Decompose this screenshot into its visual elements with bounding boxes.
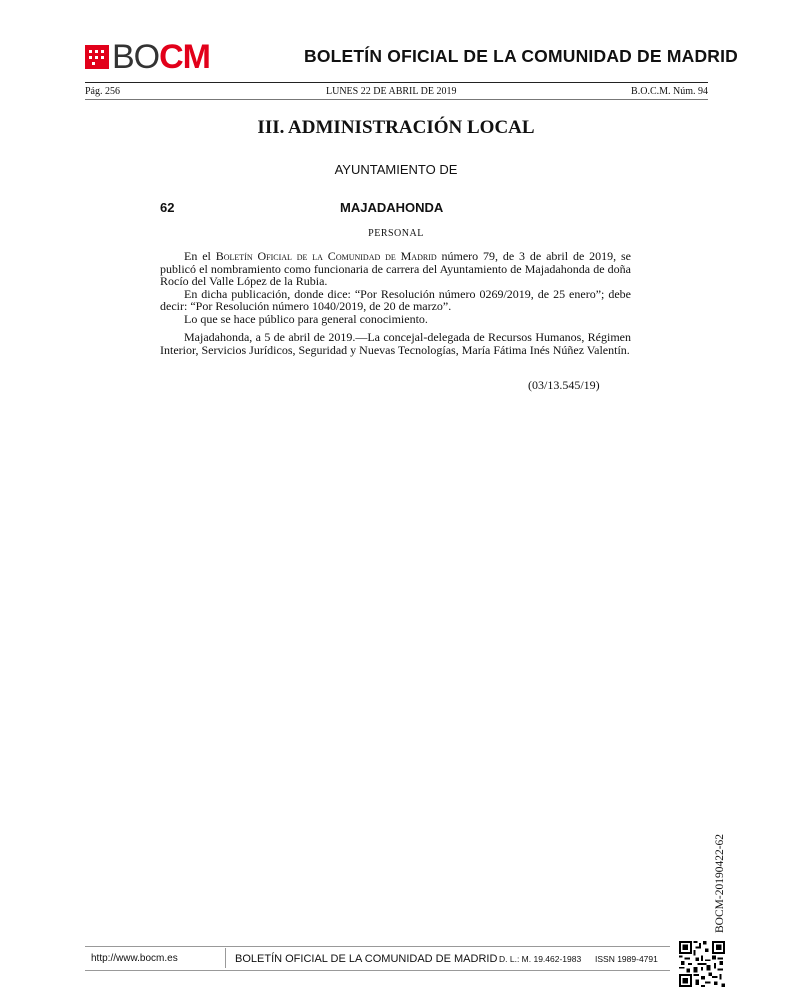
footer-separator <box>225 948 226 968</box>
issn: ISSN 1989-4791 <box>595 954 658 964</box>
running-header-divider <box>85 99 708 100</box>
section-title: III. ADMINISTRACIÓN LOCAL <box>257 117 535 138</box>
document-code: BOCM-20190422-62 <box>714 833 726 933</box>
signature-paragraph: Majadahonda, a 5 de abril de 2019.—La concejal-delegada de Recursos Humanos, Régimen Interior, Servicios Jurídicos, Seguridad y Nuevas Tecnologías, María Fátima Inés Núñez Valentín. <box>160 330 631 357</box>
announcement-body <box>160 250 631 356</box>
paragraph: En el Boletín Oficial de la Comunidad de Madrid número 79, de 3 de abril de 2019, se publicó el nombramiento como funcionaria de carrera del Ayuntamiento de Majadahonda de doña Rocío del Valle López de la Rubia. <box>160 249 631 288</box>
footer-publication-name: BOLETÍN OFICIAL DE LA COMUNIDAD DE MADRID <box>235 953 498 965</box>
issue-number: B.O.C.M. Núm. 94 <box>631 86 708 97</box>
bocm-logo <box>85 38 211 76</box>
legal-deposit: D. L.: M. 19.462-1983 <box>499 954 582 964</box>
page-number: Pág. 256 <box>85 86 120 97</box>
municipality-name: MAJADAHONDA <box>340 200 444 215</box>
footer <box>85 946 670 971</box>
qr-code-icon <box>679 941 725 987</box>
issue-date: LUNES 22 DE ABRIL DE 2019 <box>326 86 457 97</box>
paragraph: Lo que se hace público para general conocimiento. <box>184 311 428 326</box>
footer-url-link[interactable]: http://www.bocm.es <box>91 953 178 964</box>
header-divider <box>85 82 708 83</box>
entry-number: 62 <box>160 200 175 215</box>
publication-title: BOLETÍN OFICIAL DE LA COMUNIDAD DE MADRID <box>304 46 739 66</box>
section-subtitle: AYUNTAMIENTO DE <box>334 162 458 177</box>
reference-code: (03/13.545/19) <box>528 378 600 392</box>
entry-subject: PERSONAL <box>368 228 424 239</box>
logo-wordmark: BOCM <box>112 38 211 76</box>
paragraph: En dicha publicación, donde dice: “Por Resolución número 0269/2019, de 25 enero”; debe decir: “Por Resolución número 1040/2019, de 20 de marzo”. <box>160 286 631 313</box>
madrid-flag-icon <box>85 45 109 69</box>
